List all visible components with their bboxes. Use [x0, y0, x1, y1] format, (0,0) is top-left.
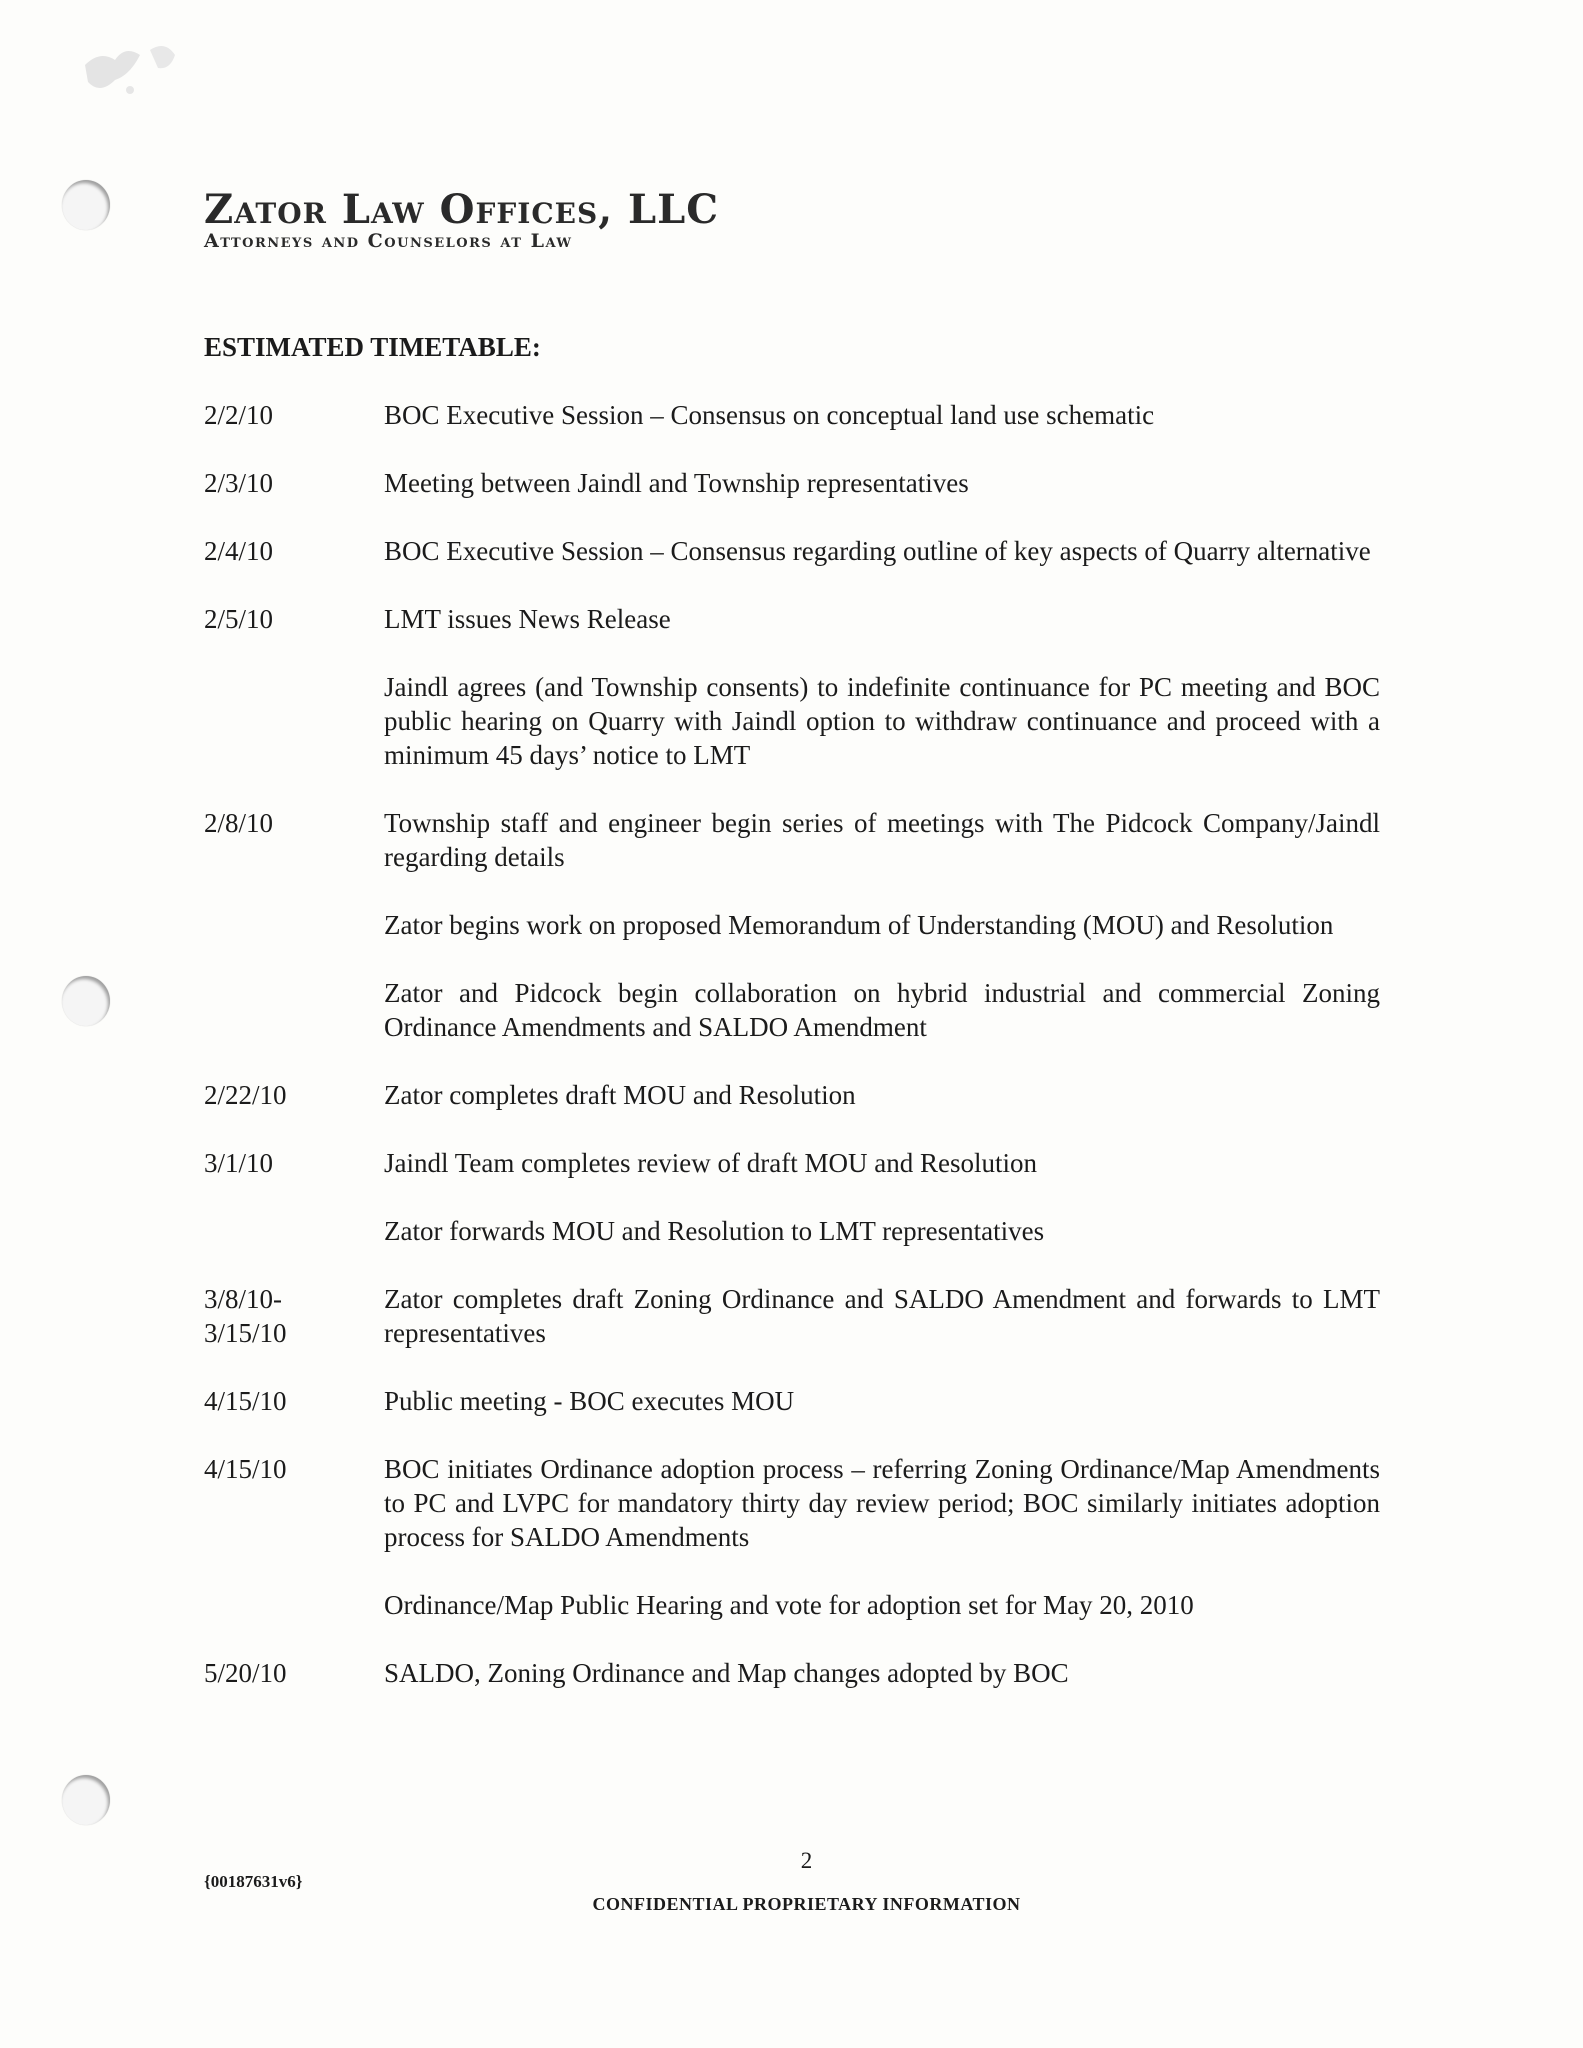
entry-date: [204, 1214, 384, 1248]
entry-description: SALDO, Zoning Ordinance and Map changes adopted by BOC: [384, 1658, 1069, 1688]
entry-description: BOC Executive Session – Consensus regarding outline of key aspects of Quarry alternative: [384, 536, 1371, 566]
entry-description: Zator forwards MOU and Resolution to LMT representatives: [384, 1216, 1045, 1246]
entry-description: Township staff and engineer begin series of meetings with The Pidcock Company/Jaindl regarding details: [384, 808, 1380, 872]
entry-date: 2/5/10: [204, 604, 274, 634]
entry-date: 3/8/10- 3/15/10: [204, 1284, 287, 1348]
entry-description: Zator completes draft Zoning Ordinance and SALDO Amendment and forwards to LMT representatives: [384, 1284, 1380, 1348]
entry-date: 2/4/10: [204, 536, 274, 566]
entry-description: Zator completes draft MOU and Resolution: [384, 1080, 856, 1110]
punch-hole-bottom: [62, 1775, 110, 1825]
entry-description: Zator begins work on proposed Memorandum of Understanding (MOU) and Resolution: [384, 910, 1334, 940]
entry-description: Jaindl agrees (and Township consents) to indefinite continuance for PC meeting and BOC public hearing on Quarry with Jaindl option to withdraw continuance and proceed with a minimum 45 days’ notice to LMT: [384, 672, 1380, 770]
entry-date: [204, 976, 384, 1044]
timetable-entry: [204, 1384, 1380, 1418]
timetable-entry: [204, 1452, 1380, 1554]
timetable-entry: [204, 806, 1380, 874]
timetable-entry: [204, 602, 1380, 636]
firm-tagline: Attorneys and Counselors at Law: [204, 230, 573, 252]
timetable: [204, 398, 1380, 1724]
entry-date: [204, 1588, 384, 1622]
timetable-entry: [204, 466, 1380, 500]
timetable-entry: [204, 534, 1380, 568]
entry-description: Ordinance/Map Public Hearing and vote for adoption set for May 20, 2010: [384, 1590, 1194, 1620]
entry-date: 3/1/10: [204, 1148, 274, 1178]
punch-hole-top: [62, 180, 110, 230]
timetable-entry: [204, 1656, 1380, 1690]
letterhead: [204, 186, 720, 252]
entry-description: Meeting between Jaindl and Township representatives: [384, 468, 969, 498]
entry-description: Jaindl Team completes review of draft MOU and Resolution: [384, 1148, 1037, 1178]
timetable-entry: [204, 1146, 1380, 1180]
entry-date: 2/3/10: [204, 468, 274, 498]
entry-date: 5/20/10: [204, 1658, 287, 1688]
entry-date: [204, 908, 384, 942]
entry-date: 2/2/10: [204, 400, 274, 430]
confidential-notice: CONFIDENTIAL PROPRIETARY INFORMATION: [592, 1894, 1021, 1914]
timetable-entry: [204, 1282, 1380, 1350]
entry-description: Zator and Pidcock begin collaboration on hybrid industrial and commercial Zoning Ordinance Amendments and SALDO Amendment: [384, 978, 1380, 1042]
timetable-entry: [204, 1588, 1380, 1622]
entry-description: BOC Executive Session – Consensus on conceptual land use schematic: [384, 400, 1155, 430]
timetable-entry: [204, 1214, 1380, 1248]
entry-date: 2/8/10: [204, 808, 274, 838]
entry-description: BOC initiates Ordinance adoption process – referring Zoning Ordinance/Map Amendments to PC and LVPC for mandatory thirty day review period; BOC similarly initiates adoption process for SALDO Amendments: [384, 1454, 1380, 1552]
page-number: 2: [800, 1848, 813, 1873]
punch-hole-middle: [62, 976, 110, 1026]
document-id: {00187631v6}: [204, 1872, 303, 1891]
entry-date: 4/15/10: [204, 1454, 287, 1484]
entry-date: [204, 670, 384, 772]
entry-date: 2/22/10: [204, 1080, 287, 1110]
timetable-entry: [204, 398, 1380, 432]
timetable-entry: [204, 1078, 1380, 1112]
section-title: ESTIMATED TIMETABLE:: [204, 332, 541, 362]
firm-name: Zator Law Offices, LLC: [204, 186, 720, 233]
timetable-entry: [204, 670, 1380, 772]
scan-smudge: [70, 20, 200, 110]
entry-description: Public meeting - BOC executes MOU: [384, 1386, 795, 1416]
entry-date: 4/15/10: [204, 1386, 287, 1416]
timetable-entry: [204, 976, 1380, 1044]
entry-description: LMT issues News Release: [384, 604, 671, 634]
timetable-entry: [204, 908, 1380, 942]
